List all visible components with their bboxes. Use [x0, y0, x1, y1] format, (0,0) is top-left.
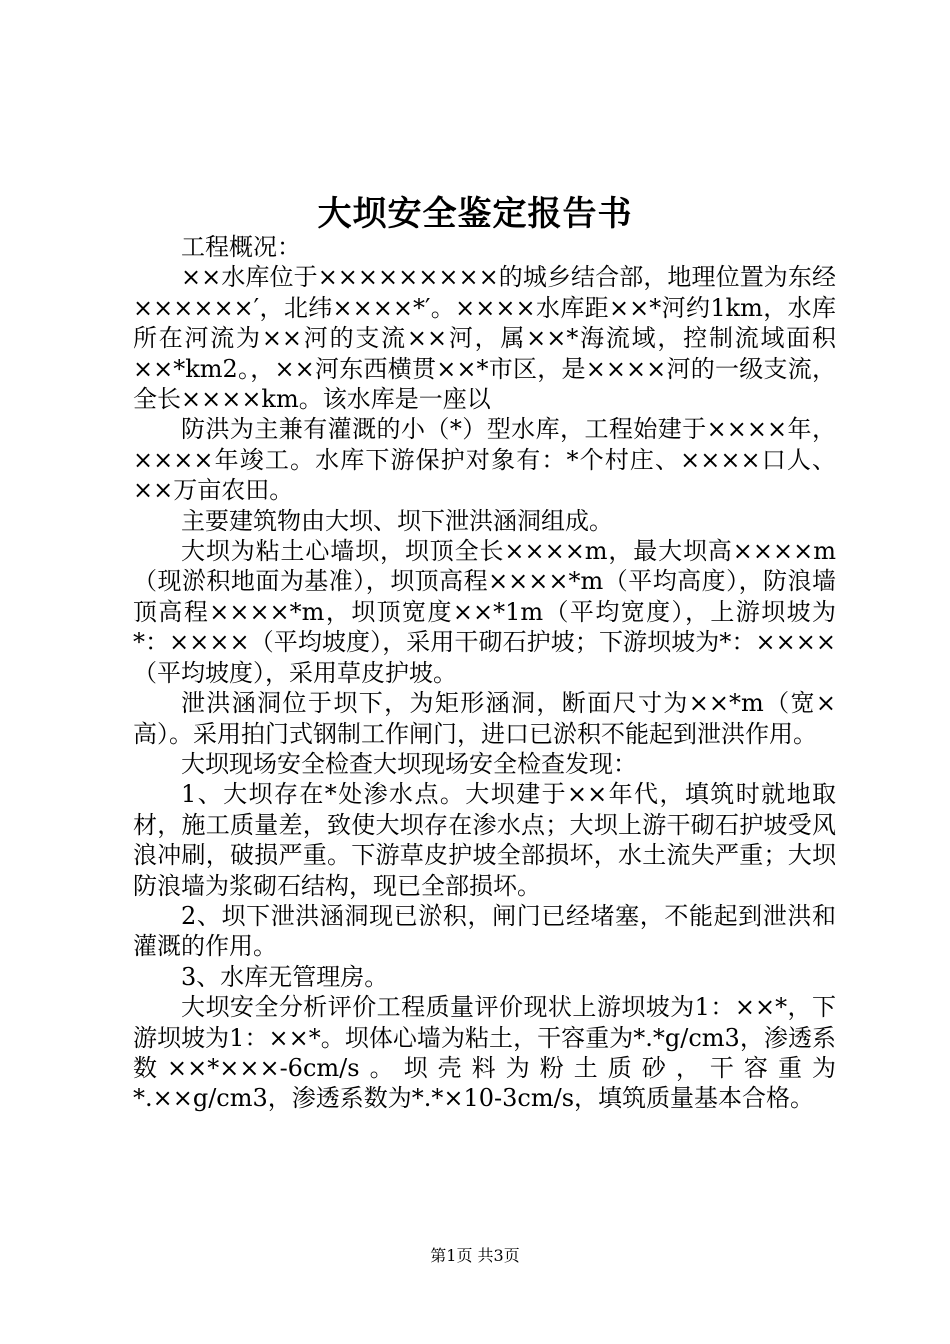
- page-number-footer: 第1页 共3页: [430, 1246, 520, 1265]
- paragraph-finding-1: 1、大坝存在*处渗水点。大坝建于××年代，填筑时就地取材，施工质量差，致使大坝存在渗水点；大坝上游干砌石护坡受风浪冲刷，破损严重。下游草皮护坡全部损坏，水土流失严重；大坝防浪墙为浆砌石结构，现已全部损坏。: [133, 780, 836, 900]
- paragraph-location: ××水库位于×××××××××的城乡结合部，地理位置为东经××××××′，北纬××××*′。××××水库距××*河约1km，水库所在河流为××河的支流××河，属××*海流域，控制流域面积××*km2。，××河东西横贯××*市区，是××××河的一级支流，全长××××km。该水库是一座以: [133, 263, 836, 414]
- paragraph-reservoir-type: 防洪为主兼有灌溉的小（*）型水库，工程始建于××××年，××××年竣工。水库下游保护对象有：*个村庄、××××口人、××万亩农田。: [133, 415, 836, 505]
- paragraph-finding-2: 2、坝下泄洪涵洞现已淤积，闸门已经堵塞，不能起到泄洪和灌溉的作用。: [133, 901, 836, 961]
- paragraph-main-structures: 主要建筑物由大坝、坝下泄洪涵洞组成。: [181, 506, 613, 535]
- paragraph-quality-evaluation: 大坝安全分析评价工程质量评价现状上游坝坡为1：××*，下游坝坡为1：××*。坝体心墙为粘土，干容重为*.*g/cm3，渗透系数××*×××-6cm/s。坝壳料为粉土质砂，干容重为*.××g/cm3，渗透系数为*.*×10-3cm/s，填筑质量基本合格。: [133, 993, 836, 1113]
- document-body: [133, 232, 836, 1114]
- paragraph-inspection-heading: 大坝现场安全检查大坝现场安全检查发现：: [181, 749, 637, 778]
- document-title: 大坝安全鉴定报告书: [317, 194, 633, 234]
- paragraph-culvert: 泄洪涵洞位于坝下，为矩形涵洞，断面尺寸为××*m（宽×高）。采用拍门式钢制工作闸门，进口已淤积不能起到泄洪作用。: [133, 689, 836, 748]
- paragraph-overview-heading: 工程概况：: [181, 233, 301, 261]
- paragraph-dam-description: 大坝为粘土心墙坝，坝顶全长××××m，最大坝高××××m（现淤积地面为基准），坝顶高程××××*m（平均高度），防浪墙顶高程××××*m，坝顶宽度××*1m（平均宽度），上游坝坡为*：××××（平均坡度），采用干砌石护坡；下游坝坡为*：××××（平均坡度），采用草皮护坡。: [133, 537, 836, 687]
- paragraph-finding-3: 3、水库无管理房。: [181, 962, 389, 991]
